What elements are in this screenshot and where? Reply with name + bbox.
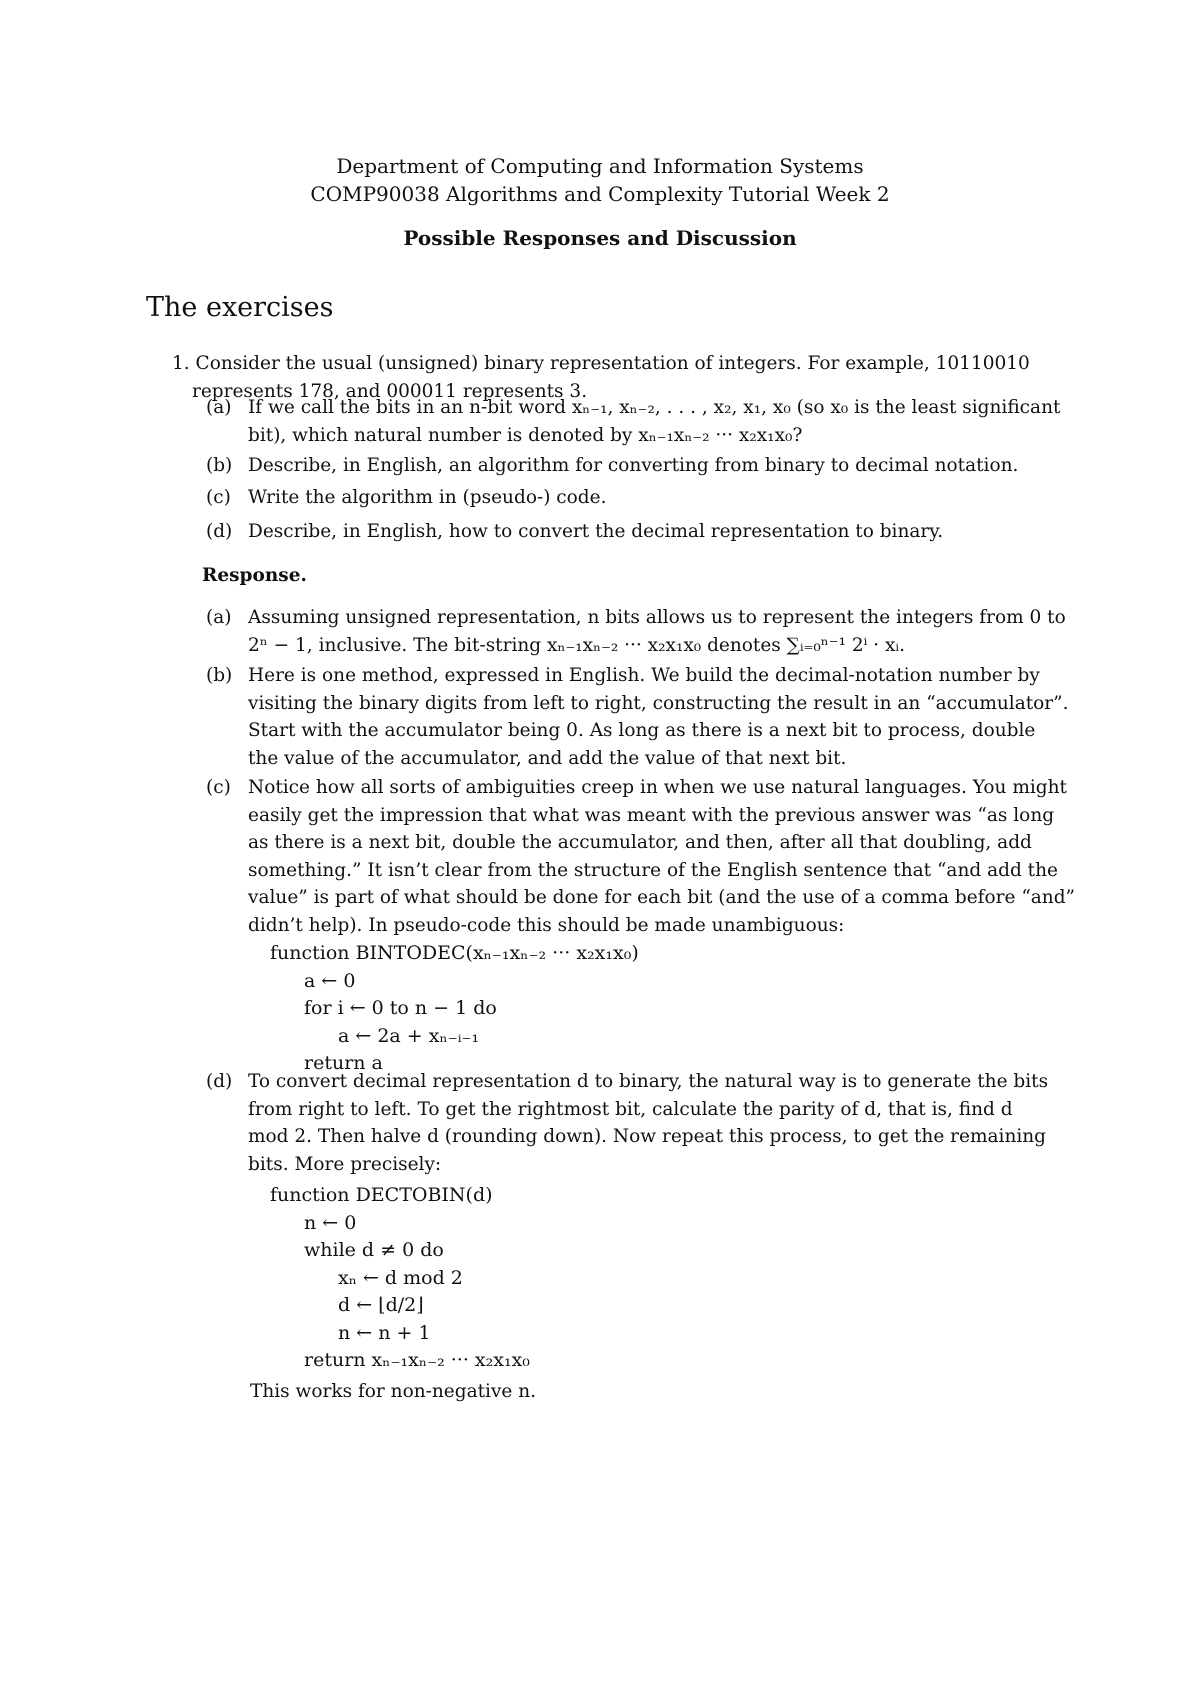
response-part-label: (c) — [206, 777, 231, 798]
response-text: didn’t help). In pseudo-code this should be made unambiguous: — [248, 914, 845, 936]
code-line: return a — [304, 1052, 383, 1074]
question-number: 1. — [172, 353, 190, 374]
response-part-label: (b) — [206, 665, 233, 686]
section-title: The exercises — [146, 292, 334, 323]
response-text: value” is part of what should be done for each bit (and the use of a comma before “and” — [248, 887, 1076, 908]
part-text: Describe, in English, an algorithm for converting from binary to decimal notation. — [248, 455, 1019, 476]
question-intro-a: Consider the usual (unsigned) binary representation of integers. — [195, 353, 802, 374]
response-text: Assuming unsigned representation, n bits allows us to represent the integers from 0 to — [248, 607, 1066, 628]
question-intro-b: For example, 10110010 — [807, 353, 1030, 374]
response-text: as there is a next bit, double the accumulator, and then, after all that doubling, add — [248, 832, 1032, 853]
code-line: d ← ⌊d/2⌋ — [338, 1294, 424, 1316]
response-text: Here is one method, expressed in English. We build the decimal-notation number by — [248, 665, 1040, 686]
response-b — [206, 662, 1086, 772]
department-line: Department of Computing and Information Systems — [336, 154, 864, 178]
response-text: visiting the binary digits from left to right, constructing the result in an “accumulator”. — [248, 692, 1069, 714]
response-text: 2ⁿ − 1, inclusive. The bit-string xₙ₋₁xₙ₋₂ ··· x₂x₁x₀ denotes ∑ᵢ₌₀ⁿ⁻¹ 2ⁱ · xᵢ. — [248, 634, 906, 656]
code-dectobin — [270, 1182, 530, 1375]
code-line: while d ≠ 0 do — [304, 1239, 444, 1261]
part-text: If we call the bits in an n-bit word xₙ₋₁, xₙ₋₂, . . . , x₂, x₁, x₀ (so x₀ is the least significant — [248, 397, 1061, 418]
part-label: (a) — [206, 397, 232, 418]
code-line: function BINTODEC(xₙ₋₁xₙ₋₂ ··· x₂x₁x₀) — [270, 942, 639, 964]
response-text: something.” It isn’t clear from the structure of the English sentence that “and add the — [248, 859, 1058, 881]
response-c — [206, 774, 1086, 939]
code-line: xₙ ← d mod 2 — [338, 1266, 463, 1289]
closing-text: This works for non-negative n. — [250, 1381, 537, 1402]
code-line: function DECTOBIN(d) — [270, 1184, 493, 1206]
question-part-c — [206, 484, 1086, 512]
response-d — [206, 1068, 1086, 1178]
code-bintodec — [270, 940, 639, 1078]
response-text: mod 2. Then halve d (rounding down). Now repeat this process, to get the remaining — [248, 1126, 1047, 1147]
code-line: a ← 2a + xₙ₋ᵢ₋₁ — [338, 1024, 480, 1047]
response-text: easily get the impression that what was meant with the previous answer was “as long — [248, 804, 1055, 826]
question-part-d — [206, 518, 1086, 546]
code-line: return xₙ₋₁xₙ₋₂ ··· x₂x₁x₀ — [304, 1349, 530, 1371]
response-part-label: (d) — [206, 1071, 233, 1092]
part-label: (d) — [206, 521, 233, 542]
part-text: Write the algorithm in (pseudo-) code. — [248, 487, 607, 508]
subtitle: Possible Responses and Discussion — [403, 226, 797, 250]
question-part-b — [206, 452, 1086, 480]
code-line: a ← 0 — [304, 969, 356, 992]
response-text: from right to left. To get the rightmost bit, calculate the parity of d, that is, find d — [248, 1098, 1013, 1120]
code-line: n ← 0 — [304, 1211, 357, 1234]
part-label: (b) — [206, 455, 233, 476]
response-text: To convert decimal representation d to binary, the natural way is to generate the bits — [248, 1071, 1049, 1092]
part-label: (c) — [206, 487, 231, 508]
response-text: the value of the accumulator, and add the value of that next bit. — [248, 747, 847, 769]
question-part-a — [206, 394, 1086, 449]
course-line: COMP90038 Algorithms and Complexity Tutorial Week 2 — [310, 182, 890, 206]
response-text: bits. More precisely: — [248, 1153, 442, 1175]
question-intro-c: represents 178, and 000011 represents 3. — [192, 380, 588, 402]
response-label: Response. — [202, 565, 307, 586]
part-text: Describe, in English, how to convert the decimal representation to binary. — [248, 521, 944, 542]
response-part-label: (a) — [206, 607, 232, 628]
response-text: Notice how all sorts of ambiguities creep in when we use natural languages. You might — [248, 777, 1067, 798]
part-text: bit), which natural number is denoted by xₙ₋₁xₙ₋₂ ··· x₂x₁x₀? — [248, 424, 803, 446]
response-a — [206, 604, 1086, 659]
code-line: for i ← 0 to n − 1 do — [304, 997, 497, 1019]
response-text: Start with the accumulator being 0. As long as there is a next bit to process, double — [248, 720, 1036, 741]
code-line: n ← n + 1 — [338, 1321, 431, 1344]
document-header — [0, 152, 1200, 250]
